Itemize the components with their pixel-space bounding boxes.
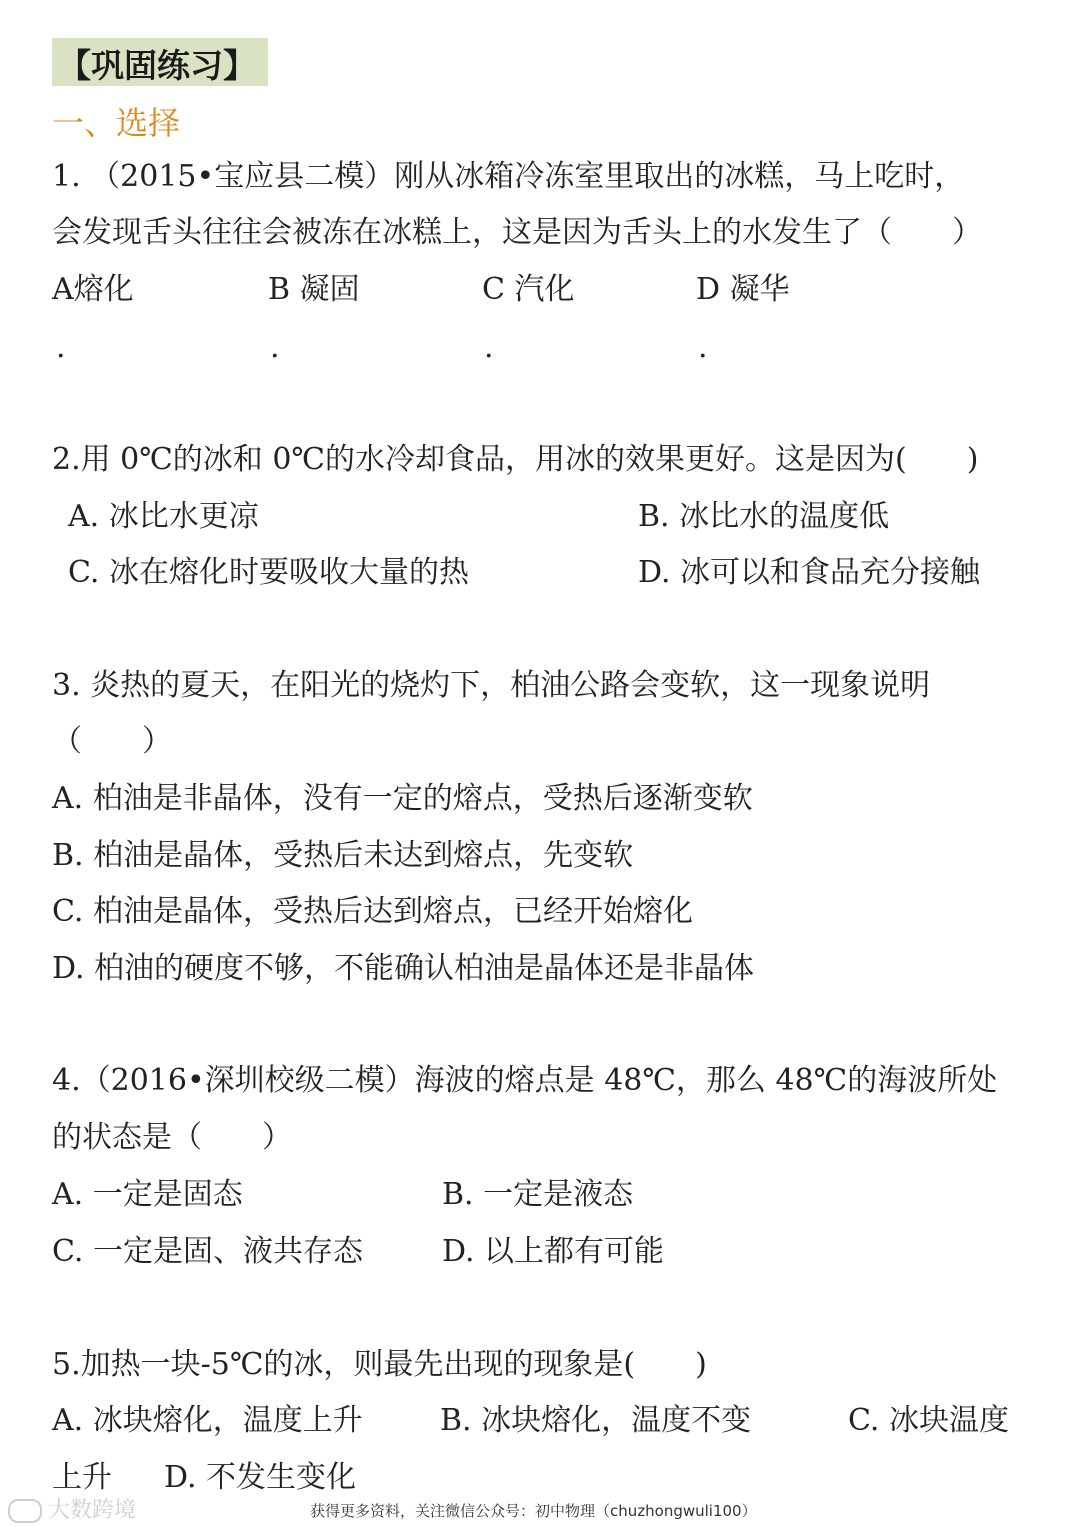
q2-option-a: A. 冰比水更凉 (68, 499, 259, 534)
page-heading: 【巩固练习】 (58, 46, 256, 85)
q4-option-b: B. 一定是液态 (442, 1177, 634, 1212)
q1-line2: 会发现舌头往往会被冻在冰糕上，这是因为舌头上的水发生了（ ） (52, 215, 982, 250)
q2-option-c: C. 冰在熔化时要吸收大量的热 (68, 555, 469, 590)
q1-dot-c: . (484, 330, 494, 365)
q1-dot-d: . (698, 330, 708, 365)
q5-option-c: C. 冰块温度 (848, 1403, 1009, 1438)
q2-line1: 2.用 0℃的冰和 0℃的水冷却食品，用冰的效果更好。这是因为( ) (52, 442, 979, 477)
q3-option-a: A. 柏油是非晶体，没有一定的熔点，受热后逐渐变软 (52, 781, 753, 816)
q1-option-c: C 汽化 (482, 272, 575, 307)
q4-option-a: A. 一定是固态 (52, 1177, 243, 1212)
q3-option-d: D. 柏油的硬度不够，不能确认柏油是晶体还是非晶体 (52, 951, 755, 986)
q1-line1: 1. （2015•宝应县二模）刚从冰箱冷冻室里取出的冰糕，马上吃时， (52, 159, 965, 194)
q1-option-a: A熔化 (52, 272, 134, 307)
q5-option-c-continued: 上升 (52, 1460, 112, 1495)
q5-line1: 5.加热一块-5℃的冰，则最先出现的现象是( ) (52, 1347, 707, 1382)
q1-dot-b: . (270, 330, 280, 365)
q5-option-b: B. 冰块熔化，温度不变 (440, 1403, 752, 1438)
q2-option-b: B. 冰比水的温度低 (638, 499, 890, 534)
q4-line1: 4.（2016•深圳校级二模）海波的熔点是 48℃，那么 48℃的海波所处 (52, 1063, 998, 1098)
q3-line1: 3. 炎热的夏天，在阳光的烧灼下，柏油公路会变软，这一现象说明 (52, 668, 931, 703)
watermark-text: 大数跨境 (48, 1498, 137, 1523)
q5-option-d: D. 不发生变化 (164, 1460, 357, 1495)
q3-option-b: B. 柏油是晶体，受热后未达到熔点，先变软 (52, 838, 634, 873)
q3-option-c: C. 柏油是晶体，受热后达到熔点，已经开始熔化 (52, 894, 693, 929)
q1-option-b: B 凝固 (268, 272, 360, 307)
watermark (8, 1493, 136, 1524)
footer-note: 获得更多资料，关注微信公众号：初中物理（chuzhongwuli100） (310, 1502, 757, 1520)
q1-dot-a: . (56, 330, 66, 365)
q4-option-d: D. 以上都有可能 (442, 1234, 665, 1269)
q4-option-c: C. 一定是固、液共存态 (52, 1234, 363, 1269)
q4-line2: 的状态是（ ） (52, 1120, 292, 1155)
section-title: 一、选择 (52, 104, 181, 142)
q2-option-d: D. 冰可以和食品充分接触 (638, 555, 981, 590)
q5-option-a: A. 冰块熔化，温度上升 (52, 1403, 363, 1438)
watermark-logo-icon (8, 1499, 42, 1523)
q1-option-d: D 凝华 (696, 272, 790, 307)
q3-line2: （ ） (52, 724, 172, 759)
